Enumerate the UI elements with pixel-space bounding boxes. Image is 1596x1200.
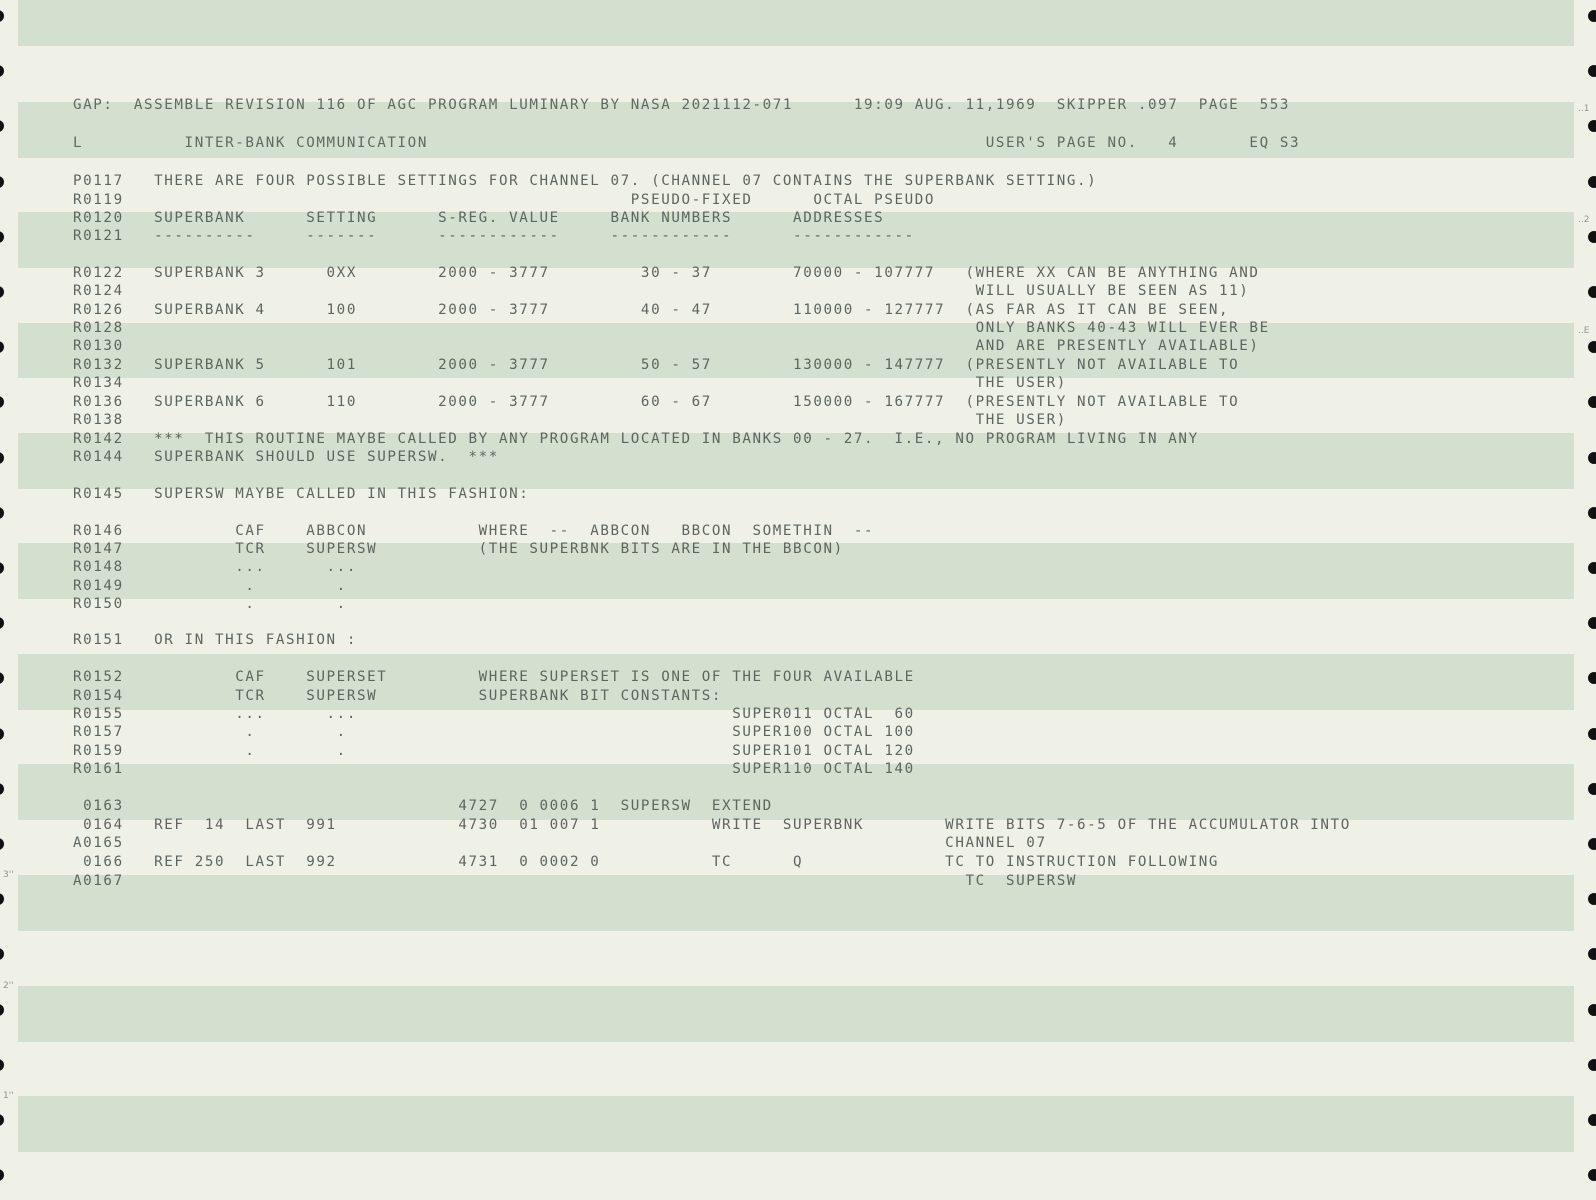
listing-line: R0128 ONLY BANKS 40-43 WILL EVER BE	[73, 320, 1270, 336]
feed-hole-icon	[0, 231, 4, 243]
listing-header-line: GAP: ASSEMBLE REVISION 116 OF AGC PROGRAM LUMINARY BY NASA 2021112-071 19:09 AUG. 11,1969 SKIPPER .097 PAGE 553	[73, 97, 1290, 113]
listing-line: 0166 REF 250 LAST 992 4731 0 0002 0 TC Q TC TO INSTRUCTION FOLLOWING	[73, 854, 1219, 870]
feed-hole-icon	[0, 341, 4, 353]
feed-hole-icon	[0, 120, 4, 132]
feed-hole-icon	[1588, 231, 1596, 243]
listing-line: R0134 THE USER)	[73, 375, 1067, 391]
feed-hole-icon	[1588, 948, 1596, 960]
listing-line: R0138 THE USER)	[73, 412, 1067, 428]
feed-hole-icon	[1588, 1169, 1596, 1181]
listing-line: 0163 4727 0 0006 1 SUPERSW EXTEND	[73, 798, 773, 814]
feed-hole-icon	[1588, 286, 1596, 298]
feed-hole-icon	[1588, 120, 1596, 132]
feed-hole-icon	[1588, 176, 1596, 188]
feed-hole-icon	[0, 728, 4, 740]
feed-hole-icon	[1588, 1059, 1596, 1071]
listing-line: R0151 OR IN THIS FASHION :	[73, 632, 357, 648]
tractor-feed-right	[1588, 0, 1596, 1200]
listing-line: R0157 . . SUPER100 OCTAL 100	[73, 724, 915, 740]
feed-hole-icon	[1588, 507, 1596, 519]
feed-hole-icon	[0, 838, 4, 850]
feed-hole-icon	[1588, 1114, 1596, 1126]
feed-hole-icon	[1588, 893, 1596, 905]
feed-hole-icon	[1588, 838, 1596, 850]
margin-mark: 3''	[3, 870, 14, 880]
listing-line: R0121 ---------- ------- ------------ ------------ ------------	[73, 228, 915, 244]
feed-hole-icon	[0, 286, 4, 298]
feed-hole-icon	[0, 176, 4, 188]
listing-line: R0130 AND ARE PRESENTLY AVAILABLE)	[73, 338, 1260, 354]
feed-hole-icon	[0, 562, 4, 574]
feed-hole-icon	[0, 1004, 4, 1016]
margin-mark: ..E	[1578, 326, 1590, 336]
listing-line: R0159 . . SUPER101 OCTAL 120	[73, 743, 915, 759]
listing-line: R0145 SUPERSW MAYBE CALLED IN THIS FASHION:	[73, 486, 530, 502]
margin-mark: ..1	[1578, 104, 1590, 114]
listing-line: R0136 SUPERBANK 6 110 2000 - 3777 60 - 67 150000 - 167777 (PRESENTLY NOT AVAILABLE TO	[73, 394, 1240, 410]
feed-hole-icon	[1588, 396, 1596, 408]
listing-line: R0150 . .	[73, 596, 347, 612]
feed-hole-icon	[1588, 1004, 1596, 1016]
listing-line: A0167 TC SUPERSW	[73, 873, 1078, 889]
feed-hole-icon	[0, 10, 4, 22]
listing-line: 0164 REF 14 LAST 991 4730 01 007 1 WRITE SUPERBNK WRITE BITS 7-6-5 OF THE ACCUMULATOR INTO	[73, 817, 1351, 833]
feed-hole-icon	[1588, 341, 1596, 353]
listing-line: R0120 SUPERBANK SETTING S-REG. VALUE BANK NUMBERS ADDRESSES	[73, 210, 885, 226]
listing-line: R0146 CAF ABBCON WHERE -- ABBCON BBCON SOMETHIN --	[73, 523, 875, 539]
listing-line: R0144 SUPERBANK SHOULD USE SUPERSW. ***	[73, 449, 499, 465]
listing-line: R0132 SUPERBANK 5 101 2000 - 3777 50 - 57 130000 - 147777 (PRESENTLY NOT AVAILABLE TO	[73, 357, 1240, 373]
listing-line: R0148 ... ...	[73, 559, 357, 575]
feed-hole-icon	[1588, 562, 1596, 574]
margin-mark: ..2	[1578, 215, 1590, 225]
greenbar-band	[18, 986, 1574, 1042]
listing-subheader-line: L INTER-BANK COMMUNICATION USER'S PAGE NO. 4 EQ S3	[73, 135, 1301, 151]
feed-hole-icon	[0, 1059, 4, 1071]
feed-hole-icon	[0, 1114, 4, 1126]
margin-mark: 2''	[3, 981, 14, 991]
listing-line: R0147 TCR SUPERSW (THE SUPERBNK BITS ARE IN THE BBCON)	[73, 541, 844, 557]
feed-hole-icon	[0, 783, 4, 795]
listing-line: R0161 SUPER110 OCTAL 140	[73, 761, 915, 777]
feed-hole-icon	[0, 672, 4, 684]
tractor-feed-left	[0, 0, 8, 1200]
listing-line: R0122 SUPERBANK 3 0XX 2000 - 3777 30 - 37 70000 - 107777 (WHERE XX CAN BE ANYTHING AND	[73, 265, 1260, 281]
feed-hole-icon	[1588, 783, 1596, 795]
listing-line: R0152 CAF SUPERSET WHERE SUPERSET IS ONE OF THE FOUR AVAILABLE	[73, 669, 915, 685]
listing-line: R0155 ... ... SUPER011 OCTAL 60	[73, 706, 915, 722]
listing-line: A0165 CHANNEL 07	[73, 835, 1047, 851]
feed-hole-icon	[0, 65, 4, 77]
feed-hole-icon	[0, 396, 4, 408]
margin-mark: 1''	[3, 1091, 14, 1101]
feed-hole-icon	[1588, 617, 1596, 629]
feed-hole-icon	[0, 507, 4, 519]
feed-hole-icon	[1588, 65, 1596, 77]
listing-line: R0142 *** THIS ROUTINE MAYBE CALLED BY ANY PROGRAM LOCATED IN BANKS 00 - 27. I.E., NO PROGRAM LIVING IN ANY	[73, 431, 1199, 447]
greenbar-band	[18, 1096, 1574, 1152]
listing-line: R0124 WILL USUALLY BE SEEN AS 11)	[73, 283, 1250, 299]
listing-line: R0119 PSEUDO-FIXED OCTAL PSEUDO	[73, 192, 936, 208]
feed-hole-icon	[0, 617, 4, 629]
listing-line: R0126 SUPERBANK 4 100 2000 - 3777 40 - 47 110000 - 127777 (AS FAR AS IT CAN BE SEEN,	[73, 302, 1230, 318]
feed-hole-icon	[0, 1169, 4, 1181]
feed-hole-icon	[1588, 672, 1596, 684]
listing-line: R0149 . .	[73, 578, 347, 594]
feed-hole-icon	[0, 893, 4, 905]
greenbar-band	[18, 0, 1574, 46]
feed-hole-icon	[0, 948, 4, 960]
listing-line: R0154 TCR SUPERSW SUPERBANK BIT CONSTANTS:	[73, 688, 723, 704]
feed-hole-icon	[1588, 728, 1596, 740]
feed-hole-icon	[1588, 10, 1596, 22]
feed-hole-icon	[0, 452, 4, 464]
feed-hole-icon	[1588, 452, 1596, 464]
listing-line: P0117 THERE ARE FOUR POSSIBLE SETTINGS FOR CHANNEL 07. (CHANNEL 07 CONTAINS THE SUPERBANK SETTING.)	[73, 173, 1098, 189]
